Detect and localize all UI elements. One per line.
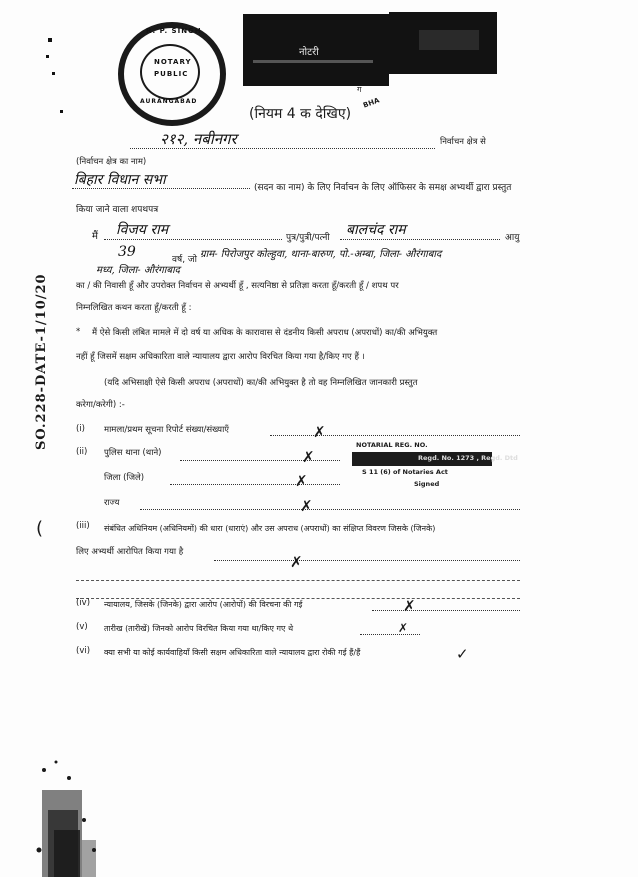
cross-mark: ✗ [398, 621, 409, 635]
item-ii-label-2: जिला (जिले) [104, 473, 145, 483]
photocopy-noise [34, 750, 124, 877]
deponent-father-underline [340, 239, 500, 240]
item-iii-line-2: लिए अभ्यर्थी आरोपित किया गया है [76, 547, 184, 557]
constituency-name-label: (निर्वाचन क्षेत्र का नाम) [76, 157, 147, 167]
deponent-name: विजय राम [116, 222, 169, 238]
house-text-2: किया जाने वाला शपथपत्र [76, 205, 159, 215]
deponent-address-2: मध्य, जिला- औरंगाबाद [96, 265, 180, 276]
margin-speck [46, 55, 49, 58]
cross-mark: ✗ [302, 448, 315, 466]
item-ii-number: (ii) [76, 447, 88, 457]
item-ii-line-2 [170, 484, 340, 485]
house-handwritten: बिहार विधान सभा [74, 172, 166, 188]
cross-mark: ✗ [295, 472, 308, 490]
deponent-age-label: आयु [505, 233, 520, 243]
deponent-prefix: मैं [92, 231, 98, 242]
deponent-age: 39 [118, 244, 136, 260]
cross-mark: ✗ [300, 497, 313, 515]
margin-bracket: ( [36, 518, 44, 539]
item-vi-label: क्या सभी या कोई कार्यवाहियाँ किसी सक्षम अधिकारिता वाले न्यायालय द्वारा रोकी गई हैं/हैं [104, 648, 361, 657]
overlay-stamp-line-1: NOTARIAL REG. NO. [356, 441, 428, 449]
seal-center-line2: PUBLIC [154, 70, 189, 78]
paragraph-2-line-2: करेगा/करेगी) :- [76, 400, 125, 410]
overlay-stamp-line-2: Regd. No. 1273 , Regd. Dtd [418, 454, 518, 462]
item-ii-line-3 [140, 509, 520, 510]
margin-speck [48, 38, 52, 42]
deponent-relation: पुत्र/पुत्री/पत्नी [286, 233, 330, 243]
side-reference-number: SO.228-DATE-1/10/20 [34, 273, 49, 450]
margin-speck [60, 110, 63, 113]
item-v-number: (v) [76, 622, 88, 632]
item-iii-line [214, 560, 520, 561]
item-i-number: (i) [76, 424, 85, 434]
item-vi-number: (vi) [76, 646, 91, 656]
item-iii-number: (iii) [76, 521, 90, 531]
item-ii-label-1: पुलिस थाना (थाने) [104, 448, 162, 458]
item-v-label: तारीख (तारीखें) जिनको आरोप विरचित किया गया था/किए गए थे [104, 624, 294, 633]
paragraph-1-line-1: मैं ऐसे किसी लंबित मामले में दो वर्ष या अधिक के कारावास से दंडनीय किसी अपराध (अपराधों) का/की अभियुक्त [92, 328, 438, 338]
item-i-line [270, 435, 520, 436]
blank-rule-1 [76, 580, 520, 581]
margin-speck [52, 72, 55, 75]
header-stamp-band [253, 60, 373, 63]
house-text: (सदन का नाम) के लिए निर्वाचन के लिए ऑफिसर के समक्ष अभ्यर्थी द्वारा प्रस्तुत [254, 183, 512, 193]
seal-bottom-text: AURANGABAD [140, 98, 198, 105]
paragraph-2-line-1: (यदि अभिसाक्षी ऐसे किसी अपराध (अपराधों) का/की अभियुक्त है तो वह निम्नलिखित जानकारी प्रस्तुत [104, 378, 418, 388]
deponent-name-underline [104, 239, 282, 240]
header-stamp [243, 14, 389, 86]
cross-mark: ✗ [403, 597, 416, 615]
cross-mark: ✗ [290, 553, 303, 571]
header-stamp-fragment-1: ग [357, 85, 362, 94]
item-iv-number: (iv) [76, 598, 91, 608]
item-i-label: मामला/प्रथम सूचना रिपोर्ट संख्या/संख्याएँ [104, 425, 229, 435]
item-ii-line-1 [180, 460, 340, 461]
item-ii-label-3: राज्य [104, 498, 120, 508]
paragraph-1-line-2: नहीं हूँ जिसमें सक्षम अधिकारिता वाले न्यायालय द्वारा आरोप विरचित किया गया है/किए गए हैं । [76, 352, 365, 362]
constituency-handwritten: २१२, नबीनगर [160, 130, 237, 148]
header-stamp-right [389, 12, 497, 74]
header-stamp-right-block [419, 30, 479, 50]
item-iv-label: न्यायालय, जिसके (जिनके) द्वारा आरोप (आरोपों) की विरचना की गई [104, 600, 303, 609]
item-iv-line [372, 610, 520, 611]
seal-center-line1: NOTARY [154, 58, 192, 66]
constituency-label: निर्वाचन क्षेत्र से [440, 137, 486, 147]
overlay-stamp-line-3: S 11 (6) of Notaries Act [362, 468, 448, 476]
overlay-stamp-line-4: Signed [414, 480, 440, 488]
age-text: वर्ष, जो [172, 255, 197, 265]
deponent-father: बालचंद राम [346, 222, 406, 238]
check-mark: ✓ [456, 645, 469, 663]
item-v-line [360, 634, 420, 635]
seal-top-text: R. P. SINGH [146, 27, 202, 35]
rule-reference: (नियम 4 क देखिए) [249, 106, 352, 122]
header-stamp-text: नोटरी [299, 47, 319, 58]
item-iii-line-1: संबंधित अधिनियम (अधिनियमों) की धारा (धाराएं) और उस अपराध (अपराधों) का संक्षिप्त विवरण जिसके (जिनके) [104, 524, 436, 533]
cross-mark: ✗ [313, 423, 326, 441]
resident-line: का / की निवासी हूँ और उपरोक्त निर्वाचन से अभ्यर्थी हूँ , सत्यनिष्ठा से प्रतिज्ञा करता हूँ/करती हूँ / शपथ पर [76, 281, 399, 291]
header-stamp-fragment-2: BHA [362, 96, 381, 110]
deponent-address: ग्राम- पिरोजपुर कोल्हुवा, थाना-बारुण, पो.-अम्बा, जिला- औरंगाबाद [200, 249, 442, 260]
statement-line: निम्नलिखित कथन करता हूँ/करती हूँ : [76, 303, 192, 313]
house-underline [72, 188, 250, 189]
